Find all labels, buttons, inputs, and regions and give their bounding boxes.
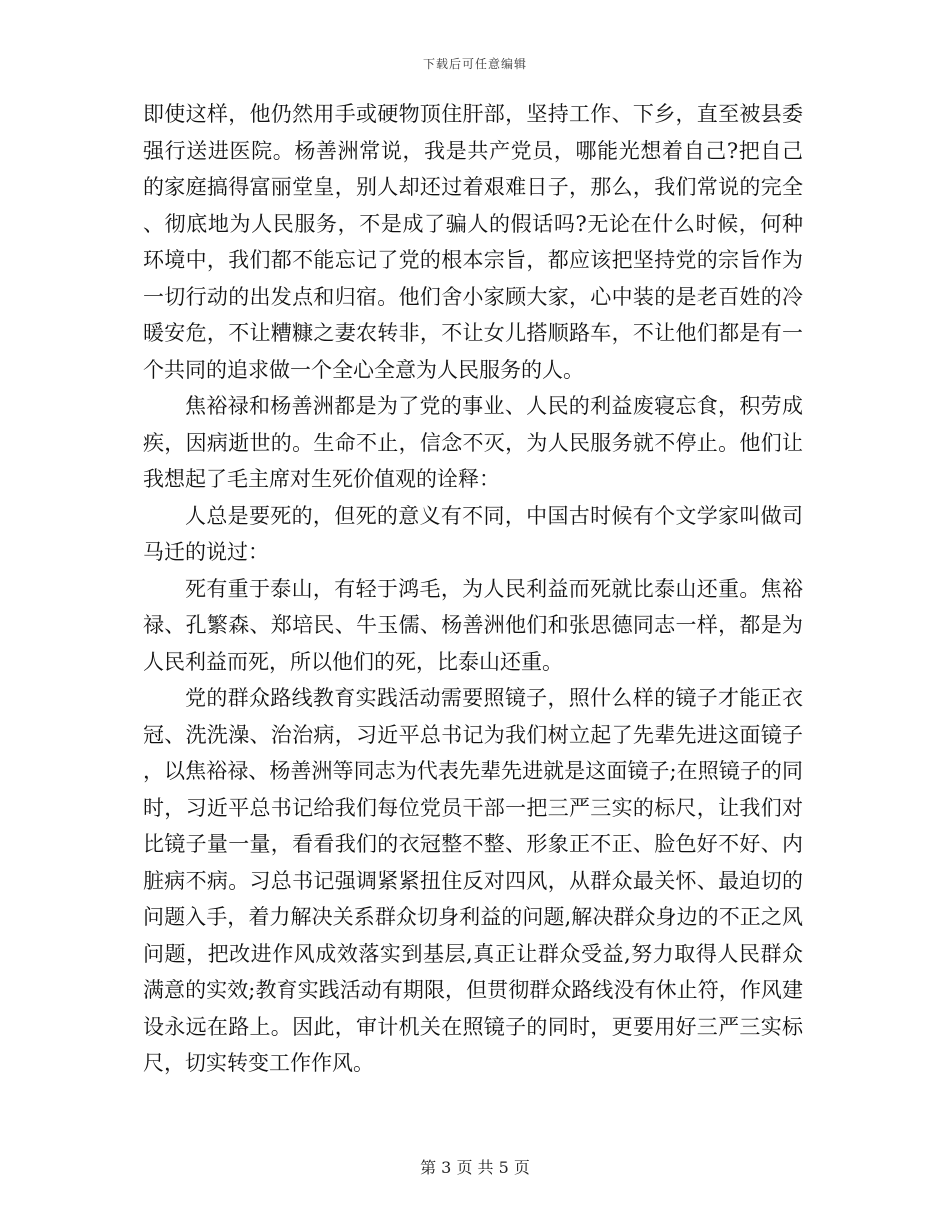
paragraph-4: 死有重于泰山，有轻于鸿毛，为人民利益而死就比泰山还重。焦裕禄、孔繁森、郑培民、牛玉儒、杨善洲他们和张思德同志一样，都是为人民利益而死，所以他们的死，比泰山还重。 (143, 576, 803, 674)
document-body (143, 96, 803, 1082)
paragraph-2: 焦裕禄和杨善洲都是为了党的事业、人民的利益废寝忘食，积劳成疾，因病逝世的。生命不止，信念不灭，为人民服务就不停止。他们让我想起了毛主席对生死价值观的诠释： (143, 394, 803, 491)
page-number-footer: 第 3 页 共 5 页 (420, 1158, 530, 1177)
page-header: 下载后可任意编辑 (422, 57, 527, 71)
paragraph-5: 党的群众路线教育实践活动需要照镜子，照什么样的镜子才能正衣冠、洗洗澡、治治病，习近平总书记为我们树立起了先辈先进这面镜子，以焦裕禄、杨善洲等同志为代表先辈先进就是这面镜子;在照镜子的同时，习近平总书记给我们每位党员干部一把三严三实的标尺，让我们对比镜子量一量，看看我们的衣冠整不整、形象正不正、脸色好不好、内脏病不病。习总书记强调紧紧扭住反对四风，从群众最关怀、最迫切的问题入手，着力解决关系群众切身利益的问题,解决群众身边的不正之风问题，把改进作风成效落实到基层,真正让群众受益,努力取得人民群众满意的实效;教育实践活动有期限，但贯彻群众路线没有休止符，作风建设永远在路上。因此，审计机关在照镜子的同时，更要用好三严三实标尺，切实转变工作作风。 (143, 686, 803, 1075)
paragraph-3: 人总是要死的，但死的意义有不同，中国古时候有个文学家叫做司马迁的说过： (143, 503, 803, 564)
paragraph-1: 即使这样，他仍然用手或硬物顶住肝部，坚持工作、下乡，直至被县委强行送进医院。杨善洲常说，我是共产党员，哪能光想着自己?把自己的家庭搞得富丽堂皇，别人却还过着艰难日子，那么，我们常说的完全、彻底地为人民服务，不是成了骗人的假话吗?无论在什么时候，何种环境中，我们都不能忘记了党的根本宗旨，都应该把坚持党的宗旨作为一切行动的出发点和归宿。他们舍小家顾大家，心中装的是老百姓的冷暖安危，不让糟糠之妻农转非，不让女儿搭顺路车，不让他们都是有一个共同的追求做一个全心全意为人民服务的人。 (143, 102, 803, 382)
